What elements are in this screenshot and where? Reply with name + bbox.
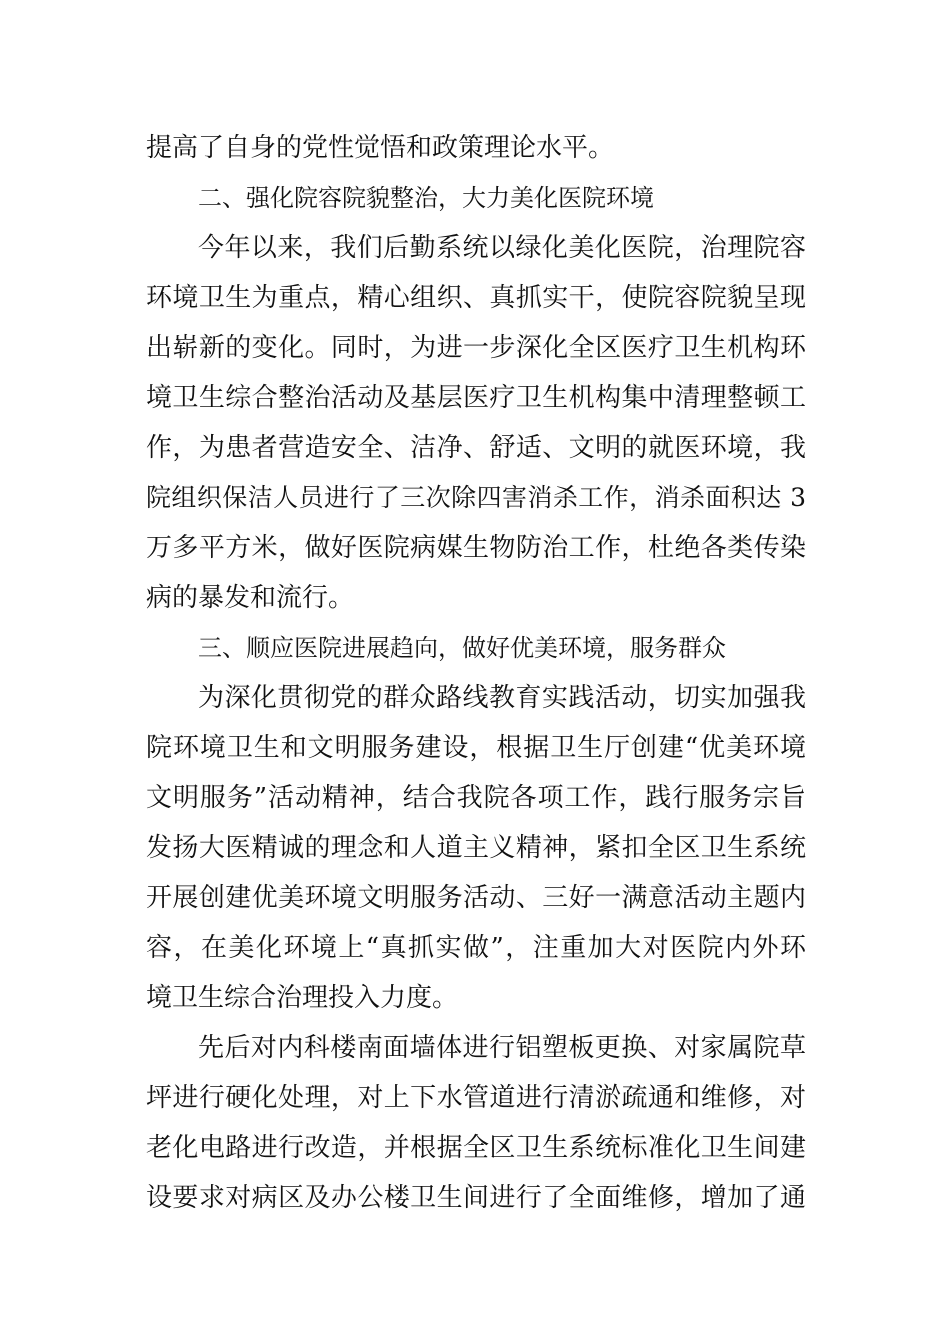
paragraph-line: 境卫生综合整治活动及基层医疗卫生机构集中清理整顿工 [146, 383, 806, 413]
section-heading-2: 二、强化院容院貌整治，大力美化医院环境 [198, 184, 654, 212]
paragraph-line: 环境卫生为重点，精心组织、真抓实干，使院容院貌呈现 [146, 283, 806, 313]
paragraph-line: 老化电路进行改造，并根据全区卫生系统标准化卫生间建 [146, 1133, 806, 1163]
paragraph-line: 开展创建优美环境文明服务活动、三好一满意活动主题内 [146, 883, 806, 913]
paragraph-line: 万多平方米，做好医院病媒生物防治工作，杜绝各类传染 [146, 533, 806, 563]
paragraph-line: 作，为患者营造安全、洁净、舒适、文明的就医环境，我 [146, 433, 806, 463]
section-heading-3: 三、顺应医院进展趋向，做好优美环境，服务群众 [198, 634, 726, 662]
paragraph-line: 容，在美化环境上“真抓实做”，注重加大对医院内外环 [146, 933, 806, 963]
paragraph-line: 院组织保洁人员进行了三次除四害消杀工作，消杀面积达 3 [146, 483, 806, 512]
paragraph-line: 提高了自身的党性觉悟和政策理论水平。 [146, 133, 615, 163]
paragraph-line: 设要求对病区及办公楼卫生间进行了全面维修，增加了通 [146, 1183, 806, 1213]
paragraph-line: 今年以来，我们后勤系统以绿化美化医院，治理院容 [198, 233, 806, 263]
paragraph-line: 坪进行硬化处理，对上下水管道进行清淤疏通和维修，对 [146, 1083, 806, 1113]
paragraph-line: 文明服务”活动精神，结合我院各项工作，践行服务宗旨 [146, 783, 806, 813]
paragraph-line: 发扬大医精诚的理念和人道主义精神，紧扣全区卫生系统 [146, 833, 806, 863]
paragraph-line: 院环境卫生和文明服务建设，根据卫生厅创建“优美环境 [146, 733, 806, 763]
paragraph-line: 先后对内科楼南面墙体进行铝塑板更换、对家属院草 [198, 1033, 806, 1063]
paragraph-line: 为深化贯彻党的群众路线教育实践活动，切实加强我 [198, 683, 806, 713]
paragraph-line: 境卫生综合治理投入力度。 [146, 983, 459, 1013]
paragraph-line: 出崭新的变化。同时，为进一步深化全区医疗卫生机构环 [146, 333, 806, 363]
paragraph-line: 病的暴发和流行。 [146, 583, 355, 613]
